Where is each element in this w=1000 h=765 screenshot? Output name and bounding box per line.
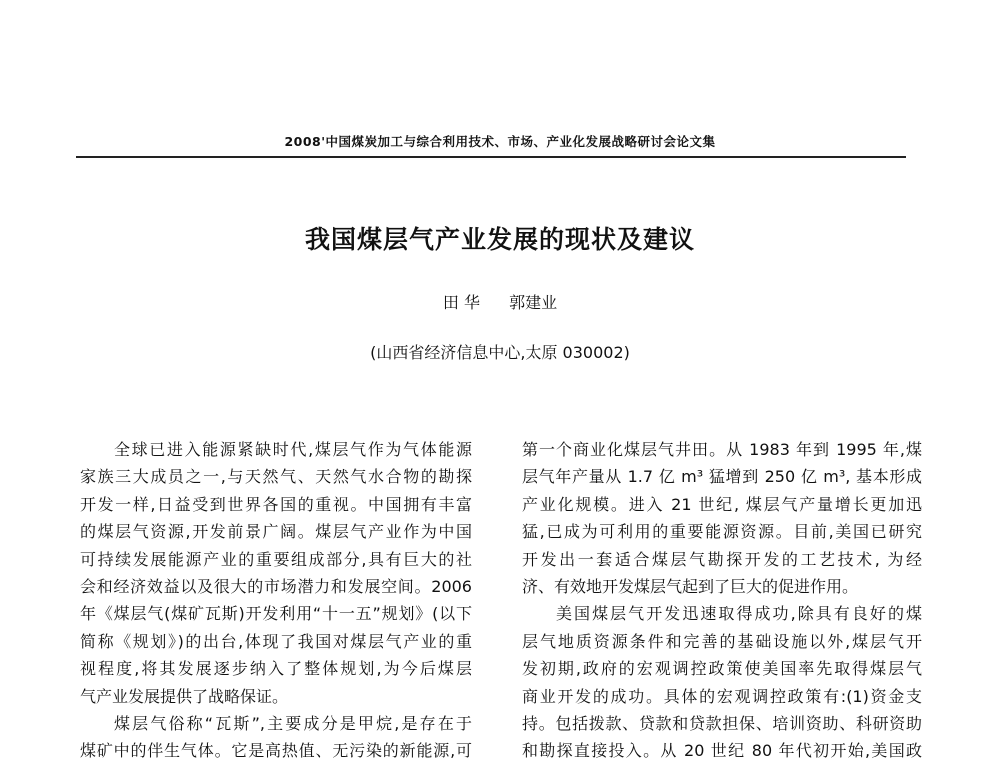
- text-line: 美国煤层气开发迅速取得成功,除具有良好的煤: [556, 604, 922, 624]
- text-line: 视程度,将其发展逐步纳入了整体规划,为今后煤层: [80, 659, 472, 679]
- running-head: 2008'中国煤炭加工与综合利用技术、市场、产业化发展战略研讨会论文集: [284, 134, 716, 149]
- text-line: 层气年产量从 1.7 亿 m³ 猛增到 250 亿 m³, 基本形成: [522, 467, 922, 487]
- paper-title: 我国煤层气产业发展的现状及建议: [304, 225, 695, 254]
- author: 田 华: [442, 293, 480, 312]
- text-line: 第一个商业化煤层气井田。从 1983 年到 1995 年,煤: [522, 440, 922, 459]
- text-line: 开发出一套适合煤层气勘探开发的工艺技术, 为经: [522, 549, 922, 569]
- text-line: 的煤层气资源,开发前景广阔。煤层气产业作为中国: [80, 522, 472, 542]
- text-line: 家族三大成员之一,与天然气、天然气水合物的勘探: [80, 467, 472, 487]
- text-line: 煤层气俗称“瓦斯”,主要成分是甲烷,是存在于: [114, 713, 472, 733]
- text-line: 年《煤层气(煤矿瓦斯)开发利用“十一五”规划》(以下: [80, 604, 472, 624]
- text-line: 商业开发的成功。具体的宏观调控政策有:(1)资金支: [522, 686, 922, 706]
- text-line: 发初期,政府的宏观调控政策使美国率先取得煤层气: [522, 659, 922, 679]
- text-line: 全球已进入能源紧缺时代,煤层气作为气体能源: [114, 440, 472, 459]
- text-line: 猛,已成为可利用的重要能源资源。目前,美国已研究: [522, 522, 922, 542]
- author: 郭建业: [509, 293, 558, 312]
- text-line: 济、有效地开发煤层气起到了巨大的促进作用。: [522, 576, 859, 596]
- text-line: 气产业发展提供了战略保证。: [80, 686, 289, 706]
- header-rule: [76, 156, 906, 158]
- text-line: 层气地质资源条件和完善的基础设施以外,煤层气开: [522, 631, 922, 651]
- text-line: 持。包括拨款、贷款和贷款担保、培训资助、科研资助: [522, 713, 922, 733]
- text-line: 开发一样,日益受到世界各国的重视。中国拥有丰富: [80, 494, 472, 514]
- authors: [0, 290, 1000, 313]
- right-column: [522, 436, 922, 765]
- text-line: 会和经济效益以及很大的市场潜力和发展空间。2006: [80, 576, 472, 596]
- text-line: 和勘探直接投入。从 20 世纪 80 年代初开始,美国政: [522, 741, 922, 761]
- text-line: 煤矿中的伴生气体。它是高热值、无污染的新能源,可: [80, 741, 472, 761]
- text-line: 可持续发展能源产业的重要组成部分,具有巨大的社: [80, 549, 472, 569]
- text-line: 产业化规模。进入 21 世纪, 煤层气产量增长更加迅: [522, 494, 922, 514]
- text-line: 简称《规划》)的出台,体现了我国对煤层气产业的重: [80, 631, 472, 651]
- affiliation: (山西省经济信息中心,太原 030002): [370, 343, 630, 362]
- left-column: [80, 436, 472, 765]
